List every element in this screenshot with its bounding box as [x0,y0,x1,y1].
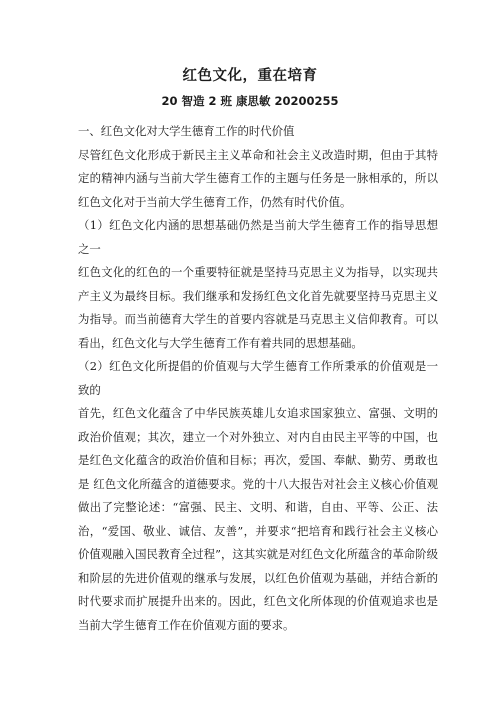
author-line: 20 智造 2 班 康思敏 20200255 [161,94,339,108]
paragraph: 红色文化的红色的一个重要特征就是坚持马克思主义为指导，以实现共产主义为最终目标。我们继承和发扬红色文化首先就要坚持马克思主义为指导。而当前德育大学生的首要内容就是马克思主义信仰教育。可以看出，红色文化与大学生德育工作有着共同的思想基础。 [78,265,438,350]
section-heading: 一、红色文化对大学生德育工作的时代价值 [78,124,295,138]
subsection-heading: （1）红色文化内涵的思想基础仍然是当前大学生德育工作的指导思想之一 [78,218,438,256]
document-title: 红色文化，重在培育 [182,68,318,84]
paragraph: 首先，红色文化蕴含了中华民族英雄儿女追求国家独立、富强、文明的政治价值观；其次，建立一个对外独立、对内自由民主平等的中国，也是红色文化蕴含的政治价值和目标；再次，爱国、奉献、勤劳、勇敢也是 红色文化所蕴含的道德要求。党的十八大报告对社会主义核心价值观做出了完整论述：“富强、民主、文明、和谐，自由、平等、公正、法治，“爱国、敬业、诚信、友善”，并要求“把培育和践行社会主义核心 价值观融入国民教育全过程”，这其实就是对红色文化所蕴含的革命阶级和阶层的先进价值观的继承与发展，以红色价值观为基础，并结合新的时代要求而扩展提升出来的。因此，红色文化所体现的价值观追求也是当前大学生德育工作在价值观方面的要求。 [78,406,438,632]
paragraph: 尽管红色文化形成于新民主主义革命和社会主义改造时期，但由于其特定的精神内涵与当前大学生德育工作的主题与任务是一脉相承的，所以红色文化对于当前大学生德育工作，仍然有时代价值。 [78,147,438,209]
document-body [78,120,438,637]
subsection-heading: （2）红色文化所提倡的价值观与大学生德育工作所秉承的价值观是一致的 [78,359,438,397]
